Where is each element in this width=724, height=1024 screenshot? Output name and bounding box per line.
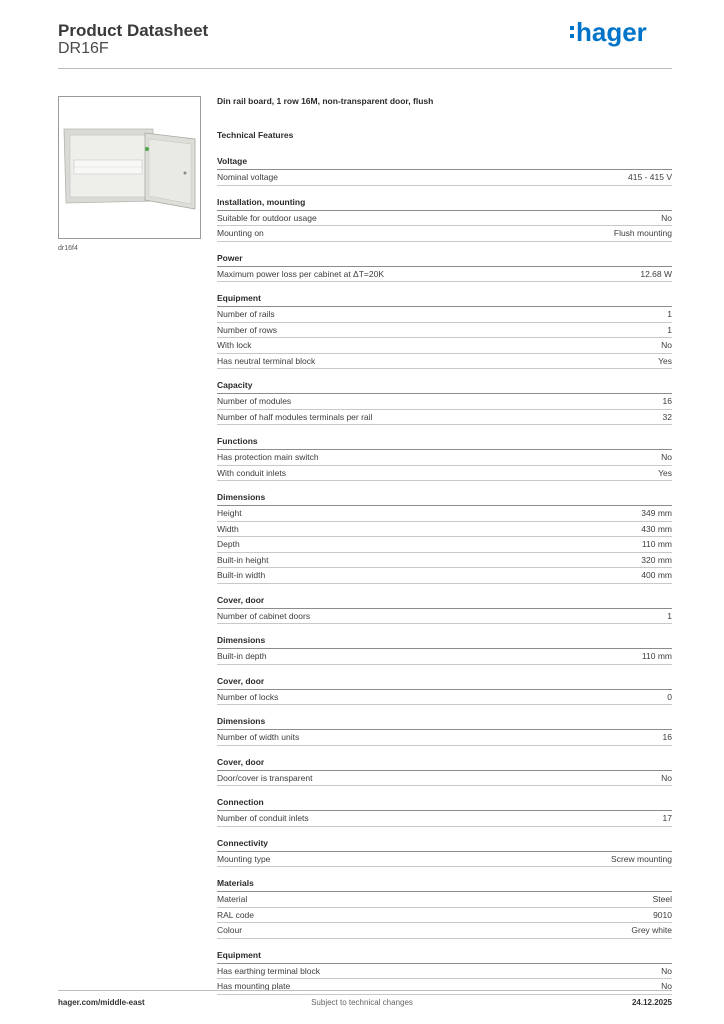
- feature-group-title: Dimensions: [217, 491, 672, 506]
- footer-date: 24.12.2025: [631, 998, 672, 1007]
- feature-group-title: Cover, door: [217, 675, 672, 690]
- feature-row: [217, 226, 672, 242]
- feature-label: Has mounting plate: [217, 981, 291, 991]
- feature-row: [217, 811, 672, 827]
- feature-group-title: Voltage: [217, 155, 672, 170]
- feature-value: Flush mounting: [613, 228, 672, 238]
- feature-label: Built-in height: [217, 554, 269, 565]
- feature-row: [217, 307, 672, 323]
- feature-value: No: [661, 340, 672, 350]
- feature-value: 9010: [653, 909, 672, 920]
- feature-row: [217, 923, 672, 939]
- brand-wordmark: hager: [576, 17, 647, 47]
- feature-group-title: Equipment: [217, 292, 672, 307]
- feature-row: [217, 609, 672, 625]
- feature-group: [217, 435, 672, 491]
- feature-value: 1: [667, 610, 672, 621]
- feature-group: [217, 756, 672, 797]
- feature-row: [217, 852, 672, 868]
- feature-group-title: Capacity: [217, 379, 672, 394]
- feature-value: 1: [667, 324, 672, 335]
- feature-group: [217, 715, 672, 756]
- feature-value: No: [661, 212, 672, 223]
- feature-group-title: Cover, door: [217, 594, 672, 609]
- feature-label: With lock: [217, 340, 252, 350]
- feature-value: 349 mm: [641, 508, 672, 518]
- feature-group-title: Equipment: [217, 949, 672, 964]
- feature-value: 17: [662, 813, 672, 823]
- footer-divider: [58, 990, 672, 991]
- feature-label: Suitable for outdoor usage: [217, 212, 317, 223]
- feature-label: Nominal voltage: [217, 172, 278, 182]
- feature-value: 12.68 W: [640, 268, 672, 279]
- technical-features-title: Technical Features: [217, 130, 294, 140]
- feature-row: [217, 450, 672, 466]
- feature-label: Number of locks: [217, 691, 279, 702]
- feature-row: [217, 410, 672, 426]
- feature-label: Maximum power loss per cabinet at ΔT=20K: [217, 268, 385, 279]
- feature-label: Colour: [217, 925, 243, 935]
- feature-value: 400 mm: [641, 570, 672, 580]
- feature-row: [217, 979, 672, 995]
- feature-label: Mounting on: [217, 228, 264, 238]
- feature-label: Number of modules: [217, 396, 292, 406]
- product-description: Din rail board, 1 row 16M, non-transparent door, flush: [217, 96, 434, 106]
- feature-value: No: [661, 981, 672, 991]
- feature-group-title: Connectivity: [217, 837, 672, 852]
- feature-row: [217, 553, 672, 569]
- product-image: [58, 96, 201, 239]
- header-divider: [58, 68, 672, 69]
- feature-row: [217, 649, 672, 665]
- feature-group-title: Installation, mounting: [217, 196, 672, 211]
- feature-value: No: [661, 965, 672, 976]
- feature-value: 0: [667, 691, 672, 702]
- feature-value: 16: [662, 732, 672, 742]
- feature-value: 415 - 415 V: [628, 172, 672, 182]
- feature-group: [217, 634, 672, 675]
- feature-label: Number of half modules terminals per rail: [217, 411, 373, 422]
- feature-row: [217, 771, 672, 787]
- feature-value: Steel: [652, 894, 672, 904]
- feature-label: RAL code: [217, 909, 255, 920]
- feature-value: 110 mm: [641, 651, 672, 661]
- feature-row: [217, 354, 672, 370]
- feature-group: [217, 877, 672, 949]
- feature-group: [217, 949, 672, 1005]
- feature-value: Yes: [658, 467, 672, 478]
- feature-label: Number of rows: [217, 324, 277, 335]
- image-caption: dr16f4: [58, 245, 78, 252]
- feature-group: [217, 196, 672, 252]
- feature-row: [217, 267, 672, 283]
- feature-label: Door/cover is transparent: [217, 772, 313, 783]
- feature-group: [217, 796, 672, 837]
- feature-row: [217, 170, 672, 186]
- feature-row: [217, 892, 672, 908]
- feature-group: [217, 837, 672, 878]
- feature-value: 16: [662, 396, 672, 406]
- feature-row: [217, 394, 672, 410]
- feature-group-title: Functions: [217, 435, 672, 450]
- feature-value: 32: [662, 411, 672, 422]
- features-table: [217, 155, 672, 1005]
- feature-value: 430 mm: [641, 523, 672, 534]
- feature-group: [217, 252, 672, 293]
- feature-row: [217, 964, 672, 980]
- feature-row: [217, 730, 672, 746]
- feature-value: Yes: [658, 355, 672, 366]
- feature-label: Built-in width: [217, 570, 266, 580]
- feature-label: Width: [217, 523, 239, 534]
- feature-label: Material: [217, 894, 248, 904]
- feature-group-title: Dimensions: [217, 634, 672, 649]
- feature-value: 320 mm: [641, 554, 672, 565]
- feature-value: No: [661, 772, 672, 783]
- feature-label: Has protection main switch: [217, 452, 319, 462]
- footer-notice: Subject to technical changes: [311, 998, 413, 1007]
- feature-label: Number of rails: [217, 309, 275, 319]
- feature-label: Number of cabinet doors: [217, 610, 311, 621]
- feature-group: [217, 292, 672, 379]
- feature-group: [217, 379, 672, 435]
- feature-row: [217, 323, 672, 339]
- feature-value: 110 mm: [641, 539, 672, 549]
- feature-label: With conduit inlets: [217, 467, 286, 478]
- feature-row: [217, 690, 672, 706]
- feature-value: Grey white: [631, 925, 672, 935]
- hager-logo: [568, 14, 658, 50]
- footer-website[interactable]: hager.com/middle-east: [58, 998, 145, 1007]
- feature-group: [217, 155, 672, 196]
- feature-label: Depth: [217, 539, 240, 549]
- feature-row: [217, 506, 672, 522]
- page-title: Product Datasheet: [58, 21, 209, 40]
- feature-group-title: Connection: [217, 796, 672, 811]
- feature-row: [217, 908, 672, 924]
- feature-group: [217, 594, 672, 635]
- cabinet-illustration: [59, 97, 200, 238]
- product-code: DR16F: [58, 40, 109, 57]
- feature-row: [217, 338, 672, 354]
- feature-label: Built-in depth: [217, 651, 267, 661]
- feature-label: Mounting type: [217, 853, 271, 864]
- feature-label: Has neutral terminal block: [217, 355, 316, 366]
- feature-group: [217, 675, 672, 716]
- feature-value: 1: [667, 309, 672, 319]
- feature-group-title: Power: [217, 252, 672, 267]
- feature-row: [217, 522, 672, 538]
- feature-label: Has earthing terminal block: [217, 965, 320, 976]
- feature-label: Height: [217, 508, 242, 518]
- feature-group-title: Dimensions: [217, 715, 672, 730]
- feature-group-title: Materials: [217, 877, 672, 892]
- feature-label: Number of conduit inlets: [217, 813, 309, 823]
- feature-group: [217, 491, 672, 594]
- feature-value: Screw mounting: [611, 853, 672, 864]
- feature-label: Number of width units: [217, 732, 300, 742]
- feature-row: [217, 537, 672, 553]
- feature-row: [217, 568, 672, 584]
- feature-row: [217, 466, 672, 482]
- feature-value: No: [661, 452, 672, 462]
- feature-group-title: Cover, door: [217, 756, 672, 771]
- feature-row: [217, 211, 672, 227]
